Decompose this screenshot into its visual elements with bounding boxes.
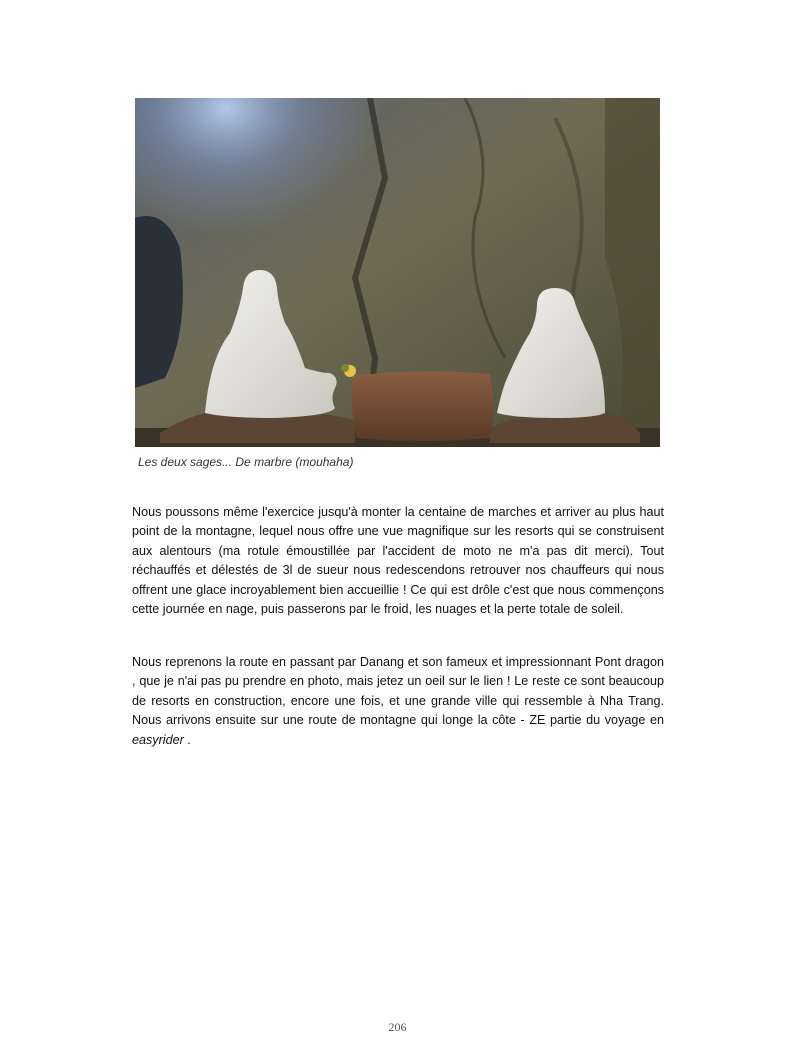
easyrider-emphasis: easyrider (132, 732, 184, 747)
paragraph-2 (132, 653, 664, 750)
paragraph-1 (132, 503, 664, 619)
photo-two-sages (135, 98, 660, 447)
paragraph-1-text: Nous poussons même l'exercice jusqu'à monter la centaine de marches et arriver au plus haut point de la montagne, lequel nous offre une vue magnifique sur les resorts qui se construisent aux alentours (ma rotule émoustillée par l'accident de moto ne m'a pas dit merci). Tout réchauffés et délestés de 3l de sueur nous redescendons retrouver nos chauffeurs qui nous offrent une glace incroyablement bien accueillie ! Ce qui est drôle c'est que nous commençons cette journée en nage, puis passerons par le froid, les nuages et la perte totale de soleil. (132, 505, 664, 617)
paragraph-2-end: . (183, 732, 191, 747)
page-number: 206 (388, 1020, 407, 1034)
paragraph-2-text (132, 653, 664, 750)
figure-caption: Les deux sages... De marbre (mouhaha) (138, 455, 354, 469)
sages-statue-illustration (135, 98, 660, 447)
paragraph-2-main: Nous reprenons la route en passant par Danang et son fameux et impressionnant Pont dragon , que je n'ai pas pu prendre en photo, mais jetez un oeil sur le lien ! Le reste ce sont beaucoup de resorts en construction, encore une fois, et une grande ville qui ressemble à Nha Trang. Nous arrivons ensuite sur une route de montagne qui longe la côte - ZE partie du voyage en (132, 655, 664, 728)
